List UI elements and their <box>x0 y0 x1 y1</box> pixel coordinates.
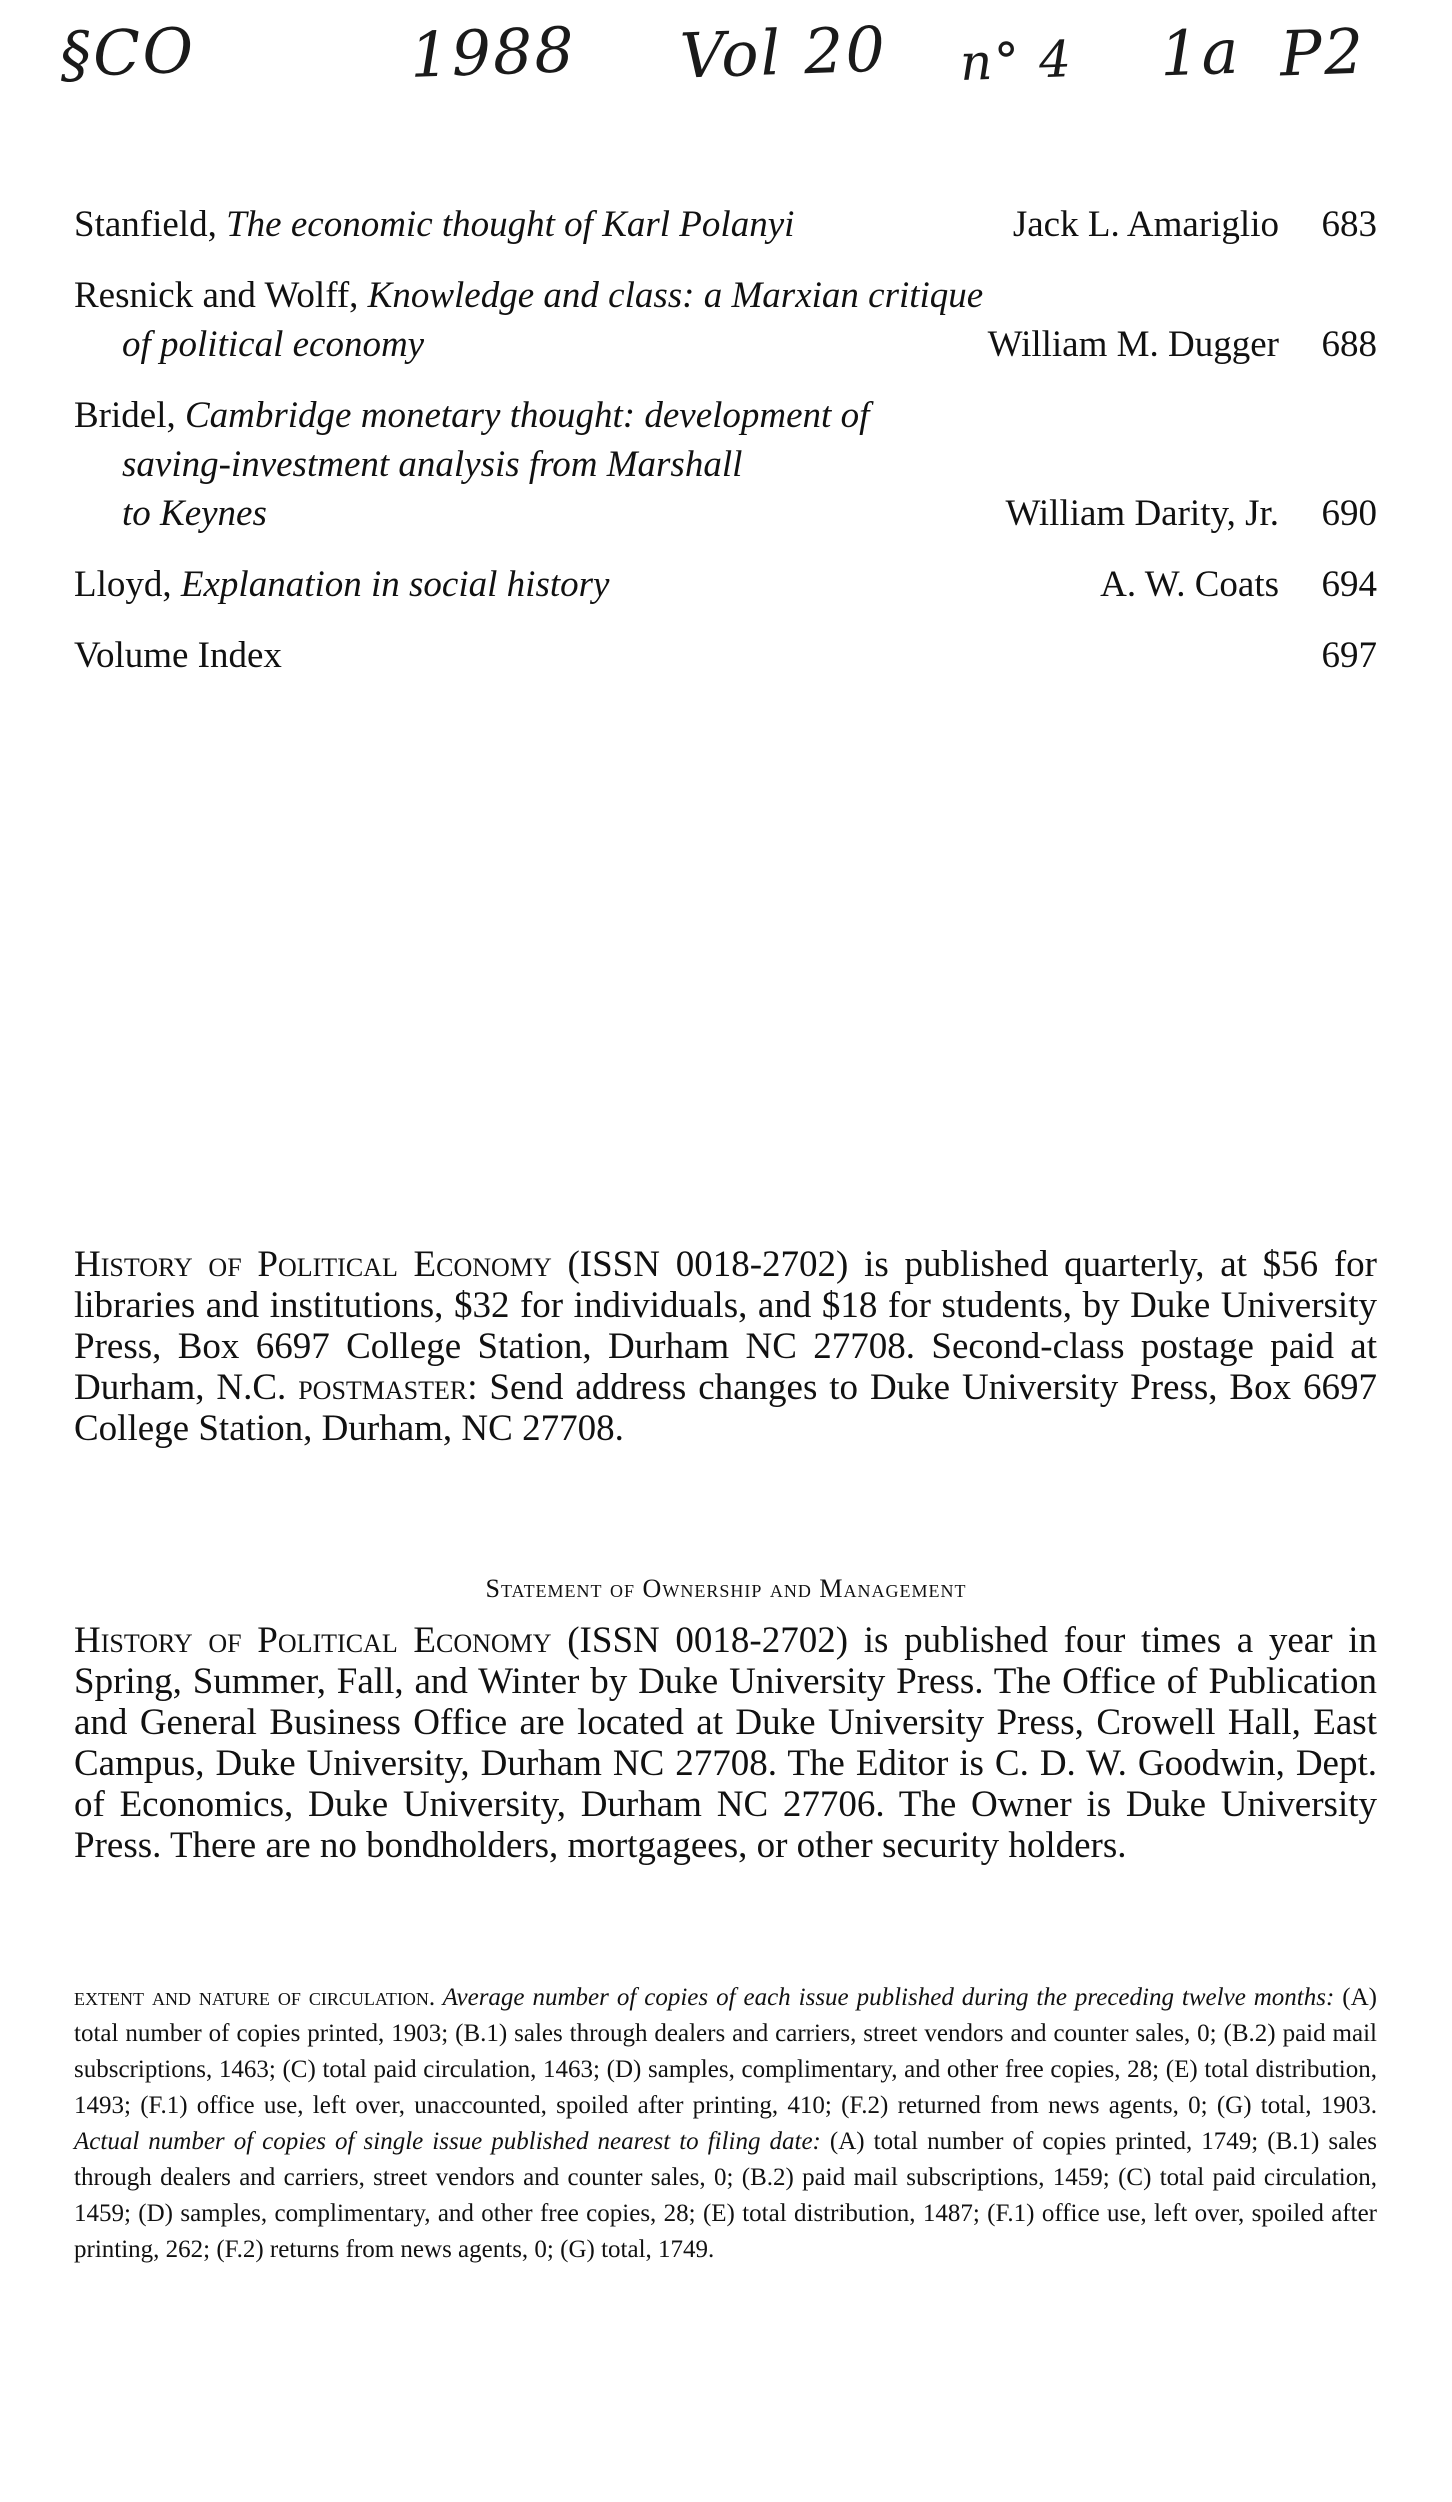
toc-reviewer: A. W. Coats <box>1100 564 1279 605</box>
ownership-heading: Statement of Ownership and Management <box>485 1574 967 1603</box>
toc-page: 683 <box>1321 204 1377 245</box>
toc-entry <box>74 560 1377 609</box>
toc-reviewer: William Darity, Jr. <box>1005 493 1279 534</box>
ownership-statement <box>74 1620 1377 1866</box>
toc-title: Explanation in social history <box>180 564 610 605</box>
toc-title: Cambridge monetary thought: development of <box>184 395 870 436</box>
toc-page: 688 <box>1321 324 1377 365</box>
circulation-actual-label: Actual number of copies of single issue published nearest to filing date: <box>74 2128 821 2155</box>
circulation-statement <box>74 1980 1377 2268</box>
handwritten-year: 1988 <box>408 13 578 92</box>
toc-page: 694 <box>1321 564 1377 605</box>
toc-author: Bridel, <box>74 395 176 436</box>
table-of-contents <box>74 200 1377 702</box>
toc-reviewer: Jack L. Amariglio <box>1012 204 1279 245</box>
toc-entry <box>74 391 1377 538</box>
toc-entry <box>74 200 1377 249</box>
toc-author: Lloyd, <box>74 564 172 605</box>
toc-title: Knowledge and class: a Marxian critique <box>367 275 984 316</box>
circulation-avg-text: (A) total number of copies printed, 1903; (B.1) sales through dealers and carriers, street vendors and counter sales, 0; (B.2) paid mail subscriptions, 1463; (C) total paid circulation, 1463; (D) samples, complimentary, and other free copies, 28; (E) total distribution, 1493; (F.1) office use, left over, unaccounted, spoiled after printing, 410; (F.2) returned from news agents, 0; (G) total, 1903. <box>74 1984 1377 2119</box>
circulation-actual-text: (A) total number of copies printed, 1749; (B.1) sales through dealers and carriers, street vendors and counter sales, 0; (B.2) paid mail subscriptions, 1459; (C) total paid circulation, 1459; (D) samples, complimentary, and other free copies, 28; (E) total distribution, 1487; (F.1) office use, left over, spoiled after printing, 262; (F.2) returns from news agents, 0; (G) total, 1749. <box>74 2128 1377 2263</box>
handwritten-part: 1a <box>1158 14 1242 91</box>
circulation-label: extent and nature of circulation. <box>74 1984 436 2011</box>
notice-text: (ISSN 0018-2702) is published quarterly, at $56 for libraries and institutions, $32 for individuals, and $18 for students, by Duke University Press, Box 6697 College Station, Durham NC 27708. Second-class postage paid at Durham, N.C. <box>74 1244 1377 1408</box>
toc-title: The economic thought of Karl Polanyi <box>226 204 795 245</box>
toc-title-cont: to Keynes <box>122 493 267 534</box>
handwritten-call-number: §CO <box>58 13 197 92</box>
toc-author: Resnick and Wolff, <box>74 275 359 316</box>
ownership-text: (ISSN 0018-2702) is published four times a year in Spring, Summer, Fall, and Winter by Duke University Press. The Office of Publication and General Business Office are located at Duke University Press, Crowell Hall, East Campus, Duke University, Durham NC 27708. The Editor is C. D. W. Goodwin, Dept. of Economics, Duke University, Durham NC 27706. The Owner is Duke University Press. There are no bondholders, mortgagees, or other security holders. <box>74 1620 1377 1866</box>
handwritten-number: n° 4 <box>959 30 1074 92</box>
toc-volume-index: Volume Index <box>74 635 282 676</box>
journal-name: History of Political Economy <box>74 1244 552 1285</box>
publication-notice <box>74 1244 1377 1449</box>
handwritten-volume: Vol 20 <box>678 12 889 93</box>
postmaster-label: postmaster <box>298 1367 468 1408</box>
toc-title-cont: saving-investment analysis from Marshall <box>122 444 743 485</box>
journal-name: History of Political Economy <box>74 1620 552 1661</box>
toc-entry <box>74 271 1377 369</box>
toc-author: Stanfield, <box>74 204 217 245</box>
circulation-avg-label: Average number of copies of each issue published during the preceding twelve months: <box>435 1984 1335 2011</box>
toc-entry <box>74 631 1377 680</box>
toc-reviewer: William M. Dugger <box>987 324 1279 365</box>
toc-title-cont: of political economy <box>122 324 425 365</box>
toc-page: 697 <box>1321 635 1377 676</box>
notice-text-2: : Send address changes to Duke University Press, Box 6697 College Station, Durham, NC 27708. <box>74 1367 1377 1449</box>
handwritten-p2: P2 <box>1278 14 1367 91</box>
toc-page: 690 <box>1321 493 1377 534</box>
